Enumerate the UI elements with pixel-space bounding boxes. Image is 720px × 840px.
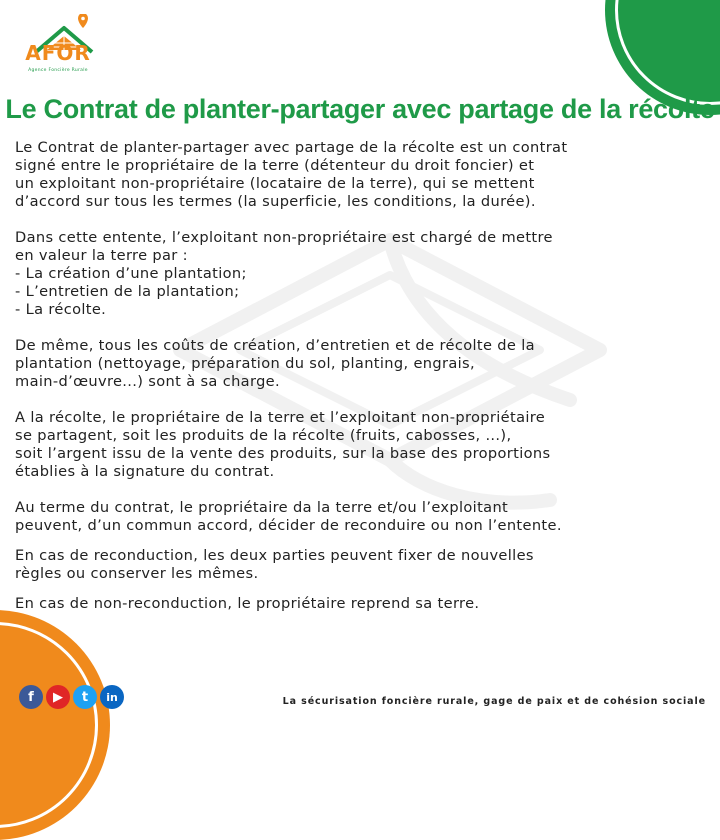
text-line: En cas de reconduction, les deux parties peuvent fixer de nouvelles: [15, 547, 534, 564]
facebook-icon[interactable]: f: [19, 685, 43, 709]
logo-name: AFOR: [25, 41, 91, 65]
list-item: - L’entretien de la plantation;: [15, 283, 240, 300]
text-line: établies à la signature du contrat.: [15, 463, 275, 480]
document-body: [15, 139, 710, 613]
social-links: [19, 685, 124, 709]
text-line: se partagent, soit les produits de la récolte (fruits, cabosses, ...),: [15, 427, 512, 444]
linkedin-icon[interactable]: in: [100, 685, 124, 709]
paragraph-costs: [15, 337, 710, 391]
corner-ring-green: [615, 0, 720, 105]
text-line: d’accord sur tous les termes (la superficie, les conditions, la durée).: [15, 193, 536, 210]
text-line: En cas de non-reconduction, le propriétaire reprend sa terre.: [15, 595, 480, 612]
text-line: en valeur la terre par :: [15, 247, 188, 264]
text-line: un exploitant non-propriétaire (locataire de la terre), qui se mettent: [15, 175, 535, 192]
paragraph-definition: [15, 139, 710, 211]
paragraph-obligations: [15, 229, 710, 319]
text-line: Au terme du contrat, le propriétaire da la terre et/ou l’exploitant: [15, 499, 509, 516]
text-line: signé entre le propriétaire de la terre (détenteur du droit foncier) et: [15, 157, 535, 174]
text-line: Le Contrat de planter-partager avec partage de la récolte est un contrat: [15, 139, 568, 156]
text-line: A la récolte, le propriétaire de la terre et l’exploitant non-propriétaire: [15, 409, 546, 426]
list-item: - La récolte.: [15, 301, 107, 318]
paragraph-harvest: [15, 409, 710, 481]
paragraph-renewal: [15, 547, 710, 583]
text-line: De même, tous les coûts de création, d’entretien et de récolte de la: [15, 337, 535, 354]
text-line: peuvent, d’un commun accord, décider de reconduire ou non l’entente.: [15, 517, 562, 534]
footer-slogan: La sécurisation foncière rurale, gage de paix et de cohésion sociale: [282, 696, 706, 707]
text-line: Dans cette entente, l’exploitant non-propriétaire est chargé de mettre: [15, 229, 553, 246]
text-line: soit l’argent issu de la vente des produits, sur la base des proportions: [15, 445, 551, 462]
youtube-icon[interactable]: ▶: [46, 685, 70, 709]
paragraph-term: [15, 499, 710, 535]
text-line: main-d’œuvre...) sont à sa charge.: [15, 373, 281, 390]
page-title: Le Contrat de planter-partager avec partage de la récolte: [5, 94, 715, 124]
list-item: - La création d’une plantation;: [15, 265, 247, 282]
paragraph-non-renewal: [15, 595, 710, 613]
text-line: règles ou conserver les mêmes.: [15, 565, 259, 582]
logo-subtitle: Agence Foncière Rurale: [28, 68, 88, 73]
twitter-icon[interactable]: t: [73, 685, 97, 709]
text-line: plantation (nettoyage, préparation du sol, planting, engrais,: [15, 355, 476, 372]
